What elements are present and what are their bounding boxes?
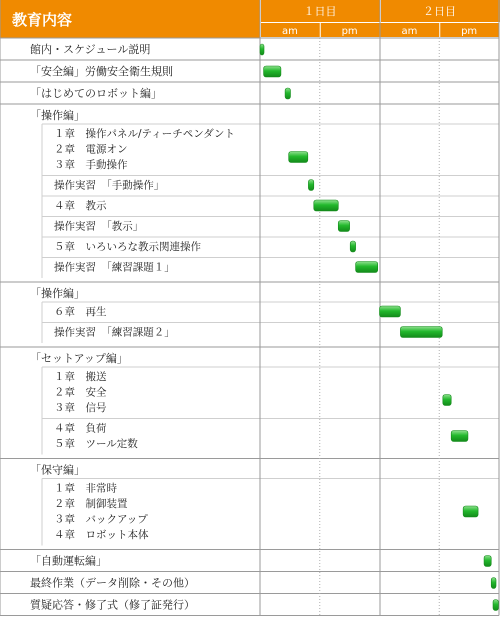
subtask-label: 操作実習 「教示」: [54, 220, 144, 233]
schedule-bar: [264, 66, 281, 77]
header-day1: １日目: [303, 5, 337, 18]
schedule-bar: [491, 578, 496, 589]
schedule-bar: [380, 306, 401, 317]
subtask-label: ６章 再生: [54, 306, 107, 318]
subtask-label: 操作実習 「手動操作」: [54, 179, 165, 192]
subtask-label: １章 操作パネル/ティーチペンダント: [54, 128, 235, 140]
group-label: 「操作編」: [30, 287, 85, 300]
subtask-label: ３章 手動操作: [54, 159, 128, 171]
group-label: 「保守編」: [30, 463, 85, 477]
task-label: 「はじめてのロボット編」: [30, 87, 162, 100]
subtask-label: 操作実習 「練習課題１」: [54, 261, 175, 274]
schedule-bar: [308, 180, 313, 191]
schedule-bar: [356, 262, 378, 273]
subtask-label: ３章 信号: [54, 402, 107, 414]
header-pm: pm: [461, 26, 478, 37]
schedule-bar: [260, 44, 264, 55]
subtask-label: ４章 教示: [54, 200, 107, 212]
schedule-bar: [285, 88, 290, 99]
subtask-label: ４章 ロボット本体: [54, 529, 149, 541]
header-day2: ２日目: [423, 5, 456, 18]
group-label: 「セットアップ編」: [30, 352, 128, 365]
schedule-bar: [350, 241, 355, 252]
header-am: am: [281, 26, 298, 37]
schedule-bar: [443, 395, 451, 406]
subtask-label: １章 非常時: [54, 482, 117, 495]
group-label: 「操作編」: [30, 109, 85, 122]
subtask-label: ４章 負荷: [54, 422, 107, 435]
task-label: 館内・スケジュール説明: [30, 43, 151, 56]
subtask-label: ５章 いろいろな教示関連操作: [54, 241, 201, 253]
subtask-label: ３章 バックアップ: [54, 513, 148, 526]
task-label: 「安全編」労働安全衛生規則: [30, 65, 173, 78]
schedule-bar: [451, 431, 468, 442]
subtask-label: ２章 電源オン: [54, 143, 128, 156]
schedule-bar: [338, 221, 349, 232]
schedule-bar: [289, 152, 308, 163]
task-label: 質疑応答・修了式（修了証発行）: [30, 598, 195, 612]
schedule-bar: [400, 327, 442, 338]
schedule-bar: [463, 506, 478, 517]
subtask-label: 操作実習 「練習課題２」: [54, 326, 175, 339]
subtask-label: ５章 ツール定数: [54, 438, 138, 450]
subtask-label: ２章 安全: [54, 386, 107, 399]
task-label: 最終作業（データ削除・その他）: [30, 576, 195, 590]
schedule-bar: [484, 556, 491, 567]
header-am: am: [401, 26, 418, 37]
schedule-bar: [314, 200, 338, 211]
header-title: 教育内容: [12, 11, 73, 29]
schedule-bar: [493, 600, 498, 611]
header-pm: pm: [341, 26, 358, 37]
subtask-label: １章 搬送: [54, 371, 107, 383]
task-label: 「自動運転編」: [30, 554, 107, 568]
subtask-label: ２章 制御装置: [54, 498, 128, 510]
